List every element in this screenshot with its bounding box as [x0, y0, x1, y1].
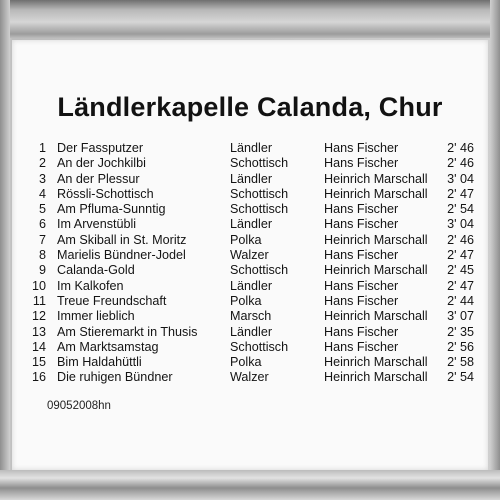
track-number: 13 — [31, 324, 46, 339]
track-composer: Hans Fischer — [324, 278, 399, 293]
track-duration: 2' 46 — [447, 156, 474, 171]
track-genre: Schottisch — [230, 156, 289, 171]
track-title: An der Jochkilbi — [57, 156, 146, 171]
track-genre: Marsch — [230, 309, 272, 324]
track-genre: Schottisch — [230, 339, 289, 354]
track-row — [12, 172, 488, 187]
track-title: Marielis Bündner-Jodel — [57, 248, 186, 263]
album-title: Ländlerkapelle Calanda, Chur — [57, 92, 443, 122]
track-genre: Schottisch — [230, 186, 289, 201]
track-genre: Ländler — [230, 217, 273, 232]
track-genre: Ländler — [230, 278, 273, 293]
track-title: Treue Freundschaft — [57, 293, 167, 308]
case-bottom-edge — [0, 470, 500, 500]
track-list — [12, 141, 488, 386]
track-duration: 2' 44 — [447, 293, 474, 308]
track-row — [12, 355, 488, 370]
track-duration: 2' 56 — [447, 339, 474, 354]
track-number: 1 — [38, 141, 46, 155]
track-row — [12, 233, 488, 248]
track-title: An der Plessur — [57, 171, 140, 186]
track-genre: Schottisch — [230, 202, 289, 217]
track-row — [12, 156, 488, 171]
track-genre: Polka — [230, 232, 262, 247]
track-number: 9 — [38, 263, 46, 278]
track-title: Am Skiball in St. Moritz — [57, 232, 187, 247]
track-genre: Walzer — [230, 248, 269, 263]
catalog-number: 09052008hn — [47, 400, 111, 412]
track-duration: 2' 54 — [447, 202, 474, 217]
track-duration: 2' 45 — [447, 263, 474, 278]
track-number: 2 — [38, 156, 46, 171]
track-title: Die ruhigen Bündner — [57, 370, 173, 385]
track-title: Rössli-Schottisch — [57, 186, 154, 201]
track-composer: Hans Fischer — [324, 248, 399, 263]
track-duration: 2' 46 — [447, 232, 474, 247]
track-genre: Schottisch — [230, 263, 289, 278]
track-number: 7 — [38, 232, 46, 247]
track-row — [12, 248, 488, 263]
track-number: 15 — [31, 355, 46, 370]
case-right-edge — [490, 0, 500, 500]
track-duration: 3' 04 — [447, 171, 474, 186]
track-row — [12, 279, 488, 294]
track-composer: Hans Fischer — [324, 156, 399, 171]
track-duration: 2' 47 — [447, 278, 474, 293]
case-top-edge — [0, 0, 500, 38]
track-composer: Hans Fischer — [324, 141, 399, 155]
track-composer: Hans Fischer — [324, 339, 399, 354]
track-composer: Hans Fischer — [324, 293, 399, 308]
track-number: 11 — [32, 293, 46, 308]
back-cover-insert — [12, 40, 488, 470]
track-number: 10 — [31, 278, 46, 293]
track-row — [12, 202, 488, 217]
track-composer: Hans Fischer — [324, 217, 399, 232]
track-number: 6 — [38, 217, 46, 232]
track-composer: Heinrich Marschall — [324, 355, 428, 370]
track-composer: Heinrich Marschall — [324, 263, 428, 278]
case-left-edge — [0, 0, 10, 500]
track-title: Immer lieblich — [57, 309, 135, 324]
track-title: Der Fassputzer — [57, 141, 144, 155]
track-number: 4 — [38, 186, 46, 201]
track-duration: 2' 58 — [447, 355, 474, 370]
track-number: 16 — [31, 370, 46, 385]
track-genre: Walzer — [230, 370, 269, 385]
track-duration: 2' 54 — [447, 370, 474, 385]
track-duration: 2' 47 — [447, 186, 474, 201]
track-row — [12, 217, 488, 232]
track-row — [12, 294, 488, 309]
track-composer: Heinrich Marschall — [324, 370, 428, 385]
track-row — [12, 309, 488, 324]
track-row — [12, 325, 488, 340]
track-composer: Heinrich Marschall — [324, 309, 428, 324]
track-number: 12 — [31, 309, 46, 324]
track-duration: 2' 35 — [447, 324, 474, 339]
track-title: Im Kalkofen — [57, 278, 124, 293]
track-genre: Ländler — [230, 141, 273, 155]
track-row — [12, 370, 488, 385]
track-number: 3 — [38, 171, 46, 186]
track-number: 5 — [38, 202, 46, 217]
track-duration: 3' 04 — [447, 217, 474, 232]
track-duration: 3' 07 — [447, 309, 474, 324]
track-duration: 2' 47 — [447, 248, 474, 263]
track-genre: Ländler — [230, 171, 273, 186]
track-title: Am Marktsamstag — [57, 339, 159, 354]
track-genre: Polka — [230, 293, 262, 308]
track-row — [12, 263, 488, 278]
track-title: Calanda-Gold — [57, 263, 135, 278]
track-title: Bim Haldahüttli — [57, 355, 142, 370]
track-row — [12, 187, 488, 202]
track-composer: Heinrich Marschall — [324, 232, 428, 247]
track-genre: Ländler — [230, 324, 273, 339]
track-duration: 2' 46 — [447, 141, 474, 155]
track-title: Am Pfluma-Sunntig — [57, 202, 166, 217]
track-title: Am Stieremarkt in Thusis — [57, 324, 198, 339]
track-composer: Hans Fischer — [324, 202, 399, 217]
track-row — [12, 141, 488, 156]
track-composer: Heinrich Marschall — [324, 186, 428, 201]
track-composer: Hans Fischer — [324, 324, 399, 339]
track-genre: Polka — [230, 355, 262, 370]
track-title: Im Arvenstübli — [57, 217, 137, 232]
track-row — [12, 340, 488, 355]
track-number: 14 — [31, 339, 46, 354]
track-number: 8 — [38, 248, 46, 263]
track-composer: Heinrich Marschall — [324, 171, 428, 186]
